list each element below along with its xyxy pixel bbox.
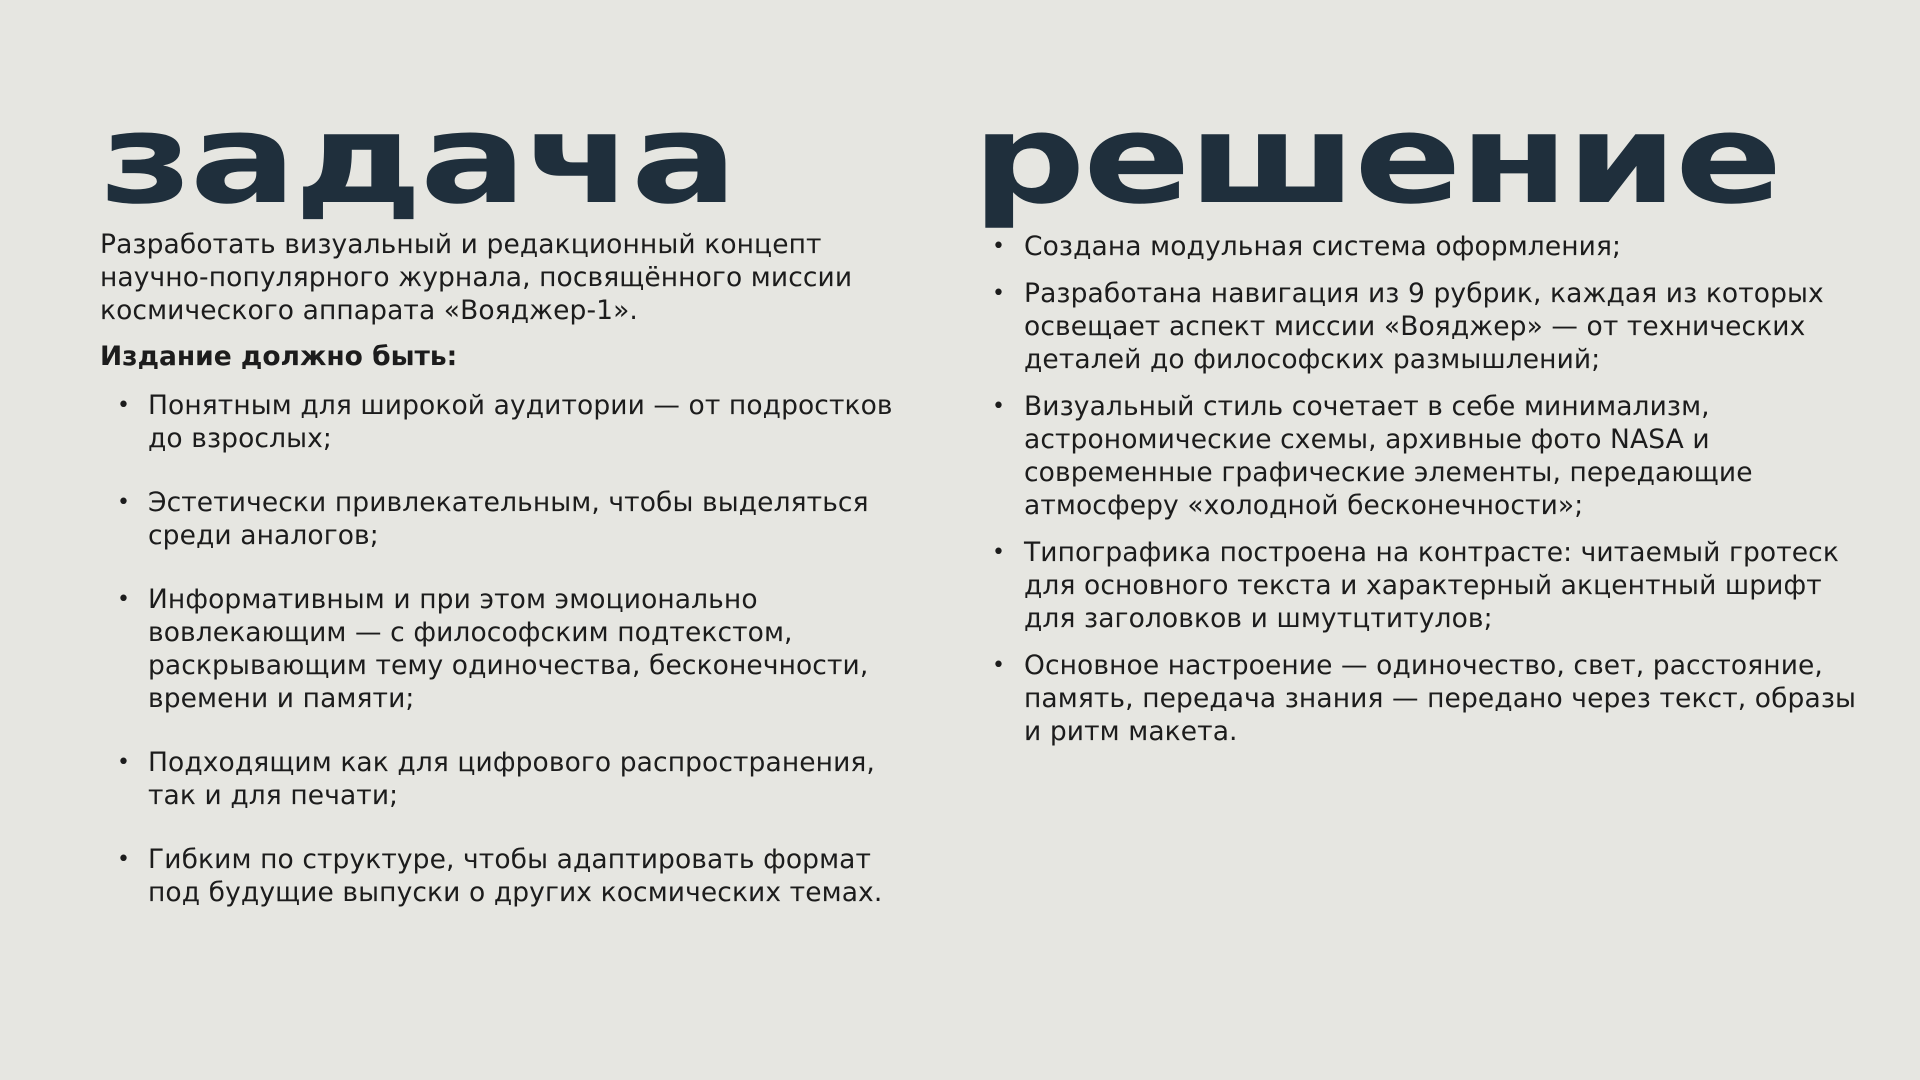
bullet-icon: •: [117, 393, 131, 418]
solution-list-item: [972, 390, 1872, 522]
solution-item-text: Основное настроение — одиночество, свет, расстояние, память, передача знания — передано через текст, образы и ритм макета.: [1024, 650, 1857, 747]
task-list: [100, 389, 900, 940]
task-list-item: [100, 583, 900, 715]
bullet-icon: •: [992, 281, 1006, 306]
task-item-text: Информативным и при этом эмоционально вовлекающим — с философским подтекстом, раскрывающим тему одиночества, бесконечности, времени и памяти;: [148, 584, 869, 714]
solution-item-text: Визуальный стиль сочетает в себе минимализм, астрономические схемы, архивные фото NASA и современные графические элементы, передающие атмосферу «холодной бесконечности»;: [1024, 391, 1753, 521]
task-item-text: Понятным для широкой аудитории — от подростков до взрослых;: [148, 390, 893, 454]
solution-item-text: Создана модульная система оформления;: [1024, 231, 1622, 262]
task-list-item: [100, 746, 900, 812]
bullet-icon: •: [992, 653, 1006, 678]
task-subheading: Издание должно быть:: [100, 341, 458, 372]
task-item-text: Эстетически привлекательным, чтобы выделяться среди аналогов;: [148, 487, 869, 551]
bullet-icon: •: [117, 490, 131, 515]
task-section: [100, 0, 900, 1080]
bullet-icon: •: [992, 394, 1006, 419]
bullet-icon: •: [117, 847, 131, 872]
solution-list-item: [972, 536, 1872, 635]
bullet-icon: •: [117, 750, 131, 775]
solution-item-text: Типографика построена на контрасте: читаемый гротеск для основного текста и характерный акцентный шрифт для заголовков и шмутцтитулов;: [1024, 537, 1839, 634]
task-item-text: Гибким по структуре, чтобы адаптировать формат под будущие выпуски о других космических темах.: [148, 844, 883, 908]
task-heading: задача: [100, 88, 736, 232]
solution-list: [972, 230, 1872, 762]
task-intro: Разработать визуальный и редакционный концепт научно-популярного журнала, посвящённого миссии космического аппарата «Вояджер-1».: [100, 229, 853, 326]
solution-section: [972, 0, 1872, 1080]
solution-list-item: [972, 649, 1872, 748]
task-list-item: [100, 486, 900, 552]
task-list-item: [100, 843, 900, 909]
task-item-text: Подходящим как для цифрового распространения, так и для печати;: [148, 747, 875, 811]
solution-list-item: [972, 277, 1872, 376]
solution-list-item: [972, 230, 1872, 263]
solution-item-text: Разработана навигация из 9 рубрик, каждая из которых освещает аспект миссии «Вояджер» — от технических деталей до философских размышлений;: [1024, 278, 1824, 375]
solution-heading: решение: [972, 88, 1781, 232]
bullet-icon: •: [992, 234, 1006, 259]
bullet-icon: •: [117, 587, 131, 612]
bullet-icon: •: [992, 540, 1006, 565]
task-list-item: [100, 389, 900, 455]
